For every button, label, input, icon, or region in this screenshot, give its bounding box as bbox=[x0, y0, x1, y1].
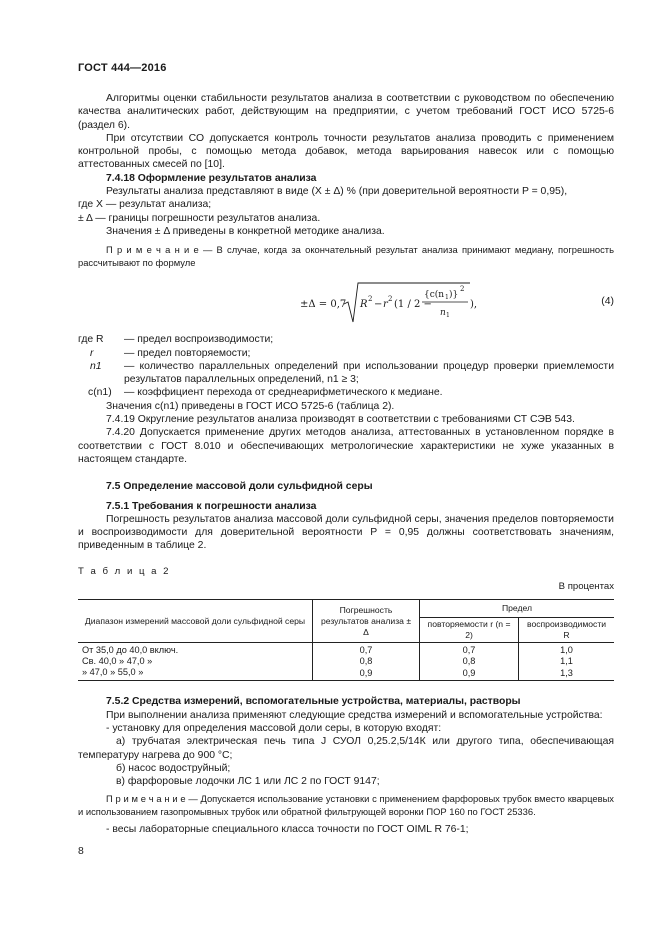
paragraph: а) трубчатая электрическая печь типа J СУОЛ 0,25.2,5/14К или другого типа, обеспечивающая температуру нагрева до 900 °С; bbox=[78, 736, 614, 761]
note bbox=[78, 244, 614, 269]
svg-text:2: 2 bbox=[388, 295, 393, 304]
column-header-range: Диапазон измерений массовой доли сульфидной серы bbox=[78, 600, 313, 643]
paragraph: Результаты анализа представляют в виде (X ± Δ) % (при доверительной вероятности P = 0,95), bbox=[106, 186, 568, 198]
note-label: П р и м е ч а н и е bbox=[106, 244, 199, 256]
definition-text: — коэффициент перехода от среднеарифметического к медиане. bbox=[124, 387, 443, 399]
definition-item bbox=[78, 360, 614, 387]
table-unit: В процентах bbox=[558, 581, 614, 593]
column-header-reproducibility: воспроизводимости R bbox=[519, 617, 614, 643]
page-body bbox=[78, 92, 614, 837]
paragraph: При выполнении анализа применяют следующие средства измерений и вспомогательные устройства: bbox=[106, 709, 603, 721]
svg-text:±Δ = 0,7: ±Δ = 0,7 bbox=[300, 299, 347, 311]
paragraph: 7.4.20 Допускается применение других методов анализа, аттестованных в установленном порядке в соответствии с ГОСТ 8.010 и обеспечивающих метрологические характеристики не хуже указанных в настоящем стандарте. bbox=[78, 427, 614, 465]
table-row bbox=[78, 656, 614, 667]
formula-block bbox=[78, 273, 614, 331]
reproducibility-cell: 1,0 bbox=[519, 643, 614, 657]
reproducibility-cell: 1,1 bbox=[519, 656, 614, 667]
reproducibility-cell: 1,3 bbox=[519, 667, 614, 681]
svg-text:2: 2 bbox=[368, 295, 373, 304]
section-heading: 7.4.18 Оформление результатов анализа bbox=[106, 172, 317, 184]
definition-text: — предел воспроизводимости; bbox=[124, 334, 274, 346]
section-heading: 7.5.2 Средства измерений, вспомогательные устройства, материалы, растворы bbox=[106, 696, 521, 708]
definition-text: — предел повторяемости; bbox=[124, 347, 251, 359]
column-header-repeatability: повторяемости r (n = 2) bbox=[420, 617, 519, 643]
definition-text: — количество параллельных определений при использовании процедур проверки приемлемости результатов параллельных определений, n1 ≥ 3; bbox=[124, 360, 614, 386]
error-cell: 0,9 bbox=[313, 667, 420, 681]
svg-text:),: ), bbox=[470, 299, 478, 311]
definition-item bbox=[78, 347, 614, 360]
page-number: 8 bbox=[78, 846, 84, 857]
svg-text:r: r bbox=[383, 299, 388, 311]
paragraph: Погрешность результатов анализа массовой доли сульфидной серы, значения пределов повторяемости и воспроизводимости для доверительной вероятности P = 0,95 должны соответствовать значениям, приведенным в таблице 2. bbox=[78, 513, 614, 552]
svg-text:)}: )} bbox=[449, 290, 459, 301]
definition-item bbox=[78, 386, 614, 399]
svg-text:{c(n: {c(n bbox=[424, 290, 445, 301]
range-cell: От 35,0 до 40,0 включ. bbox=[82, 645, 179, 656]
svg-text:1: 1 bbox=[445, 294, 449, 302]
definition-symbol: где R bbox=[78, 334, 104, 346]
svg-text:2: 2 bbox=[460, 285, 465, 294]
paragraph: - весы лабораторные специального класса точности по ГОСТ OIML R 76-1; bbox=[106, 824, 469, 836]
equation-number: (4) bbox=[601, 296, 614, 308]
paragraph: При отсутствии СО допускается контроль точности результатов анализа проводить с применением контрольной пробы, с помощью метода добавок, метода варьирования навесок или с помощью аттестованных смесей по [10]. bbox=[78, 132, 614, 171]
svg-text:1: 1 bbox=[446, 312, 450, 320]
paragraph: в) фарфоровые лодочки ЛС 1 или ЛС 2 по ГОСТ 9147; bbox=[116, 776, 380, 788]
document-header: ГОСТ 444—2016 bbox=[78, 62, 167, 74]
definition-symbol: c(n1) bbox=[88, 387, 112, 399]
paragraph: 7.4.19 Округление результатов анализа производят в соответствии с требованиями СТ СЭВ 543. bbox=[106, 414, 575, 426]
svg-text:n: n bbox=[440, 308, 446, 319]
section-heading: 7.5 Определение массовой доли сульфидной серы bbox=[106, 481, 373, 493]
note-label: П р и м е ч а н и е bbox=[106, 793, 186, 805]
median-error-formula bbox=[300, 277, 540, 333]
section-heading: 7.5.1 Требования к погрешности анализа bbox=[106, 500, 317, 512]
definition-symbol: r bbox=[90, 347, 94, 359]
repeatability-cell: 0,7 bbox=[420, 643, 519, 657]
paragraph: Значения c(n1) приведены в ГОСТ ИСО 5725-6 (таблица 2). bbox=[106, 400, 395, 412]
column-header-error: Погрешность результатов анализа ± Δ bbox=[313, 600, 420, 643]
range-cell: » 47,0 » 55,0 » bbox=[78, 667, 313, 681]
svg-text:(1 / 2 −: (1 / 2 − bbox=[394, 299, 432, 311]
table-row bbox=[78, 667, 614, 681]
column-header-limit: Предел bbox=[420, 600, 615, 617]
repeatability-cell: 0,9 bbox=[420, 667, 519, 681]
paragraph: б) насос водоструйный; bbox=[116, 762, 231, 774]
table-caption: Т а б л и ц а 2 bbox=[78, 565, 171, 577]
table-row bbox=[78, 643, 614, 657]
paragraph: - установку для определения массовой доли серы, в которую входят: bbox=[106, 722, 442, 734]
error-cell: 0,7 bbox=[313, 643, 420, 657]
definition-item bbox=[78, 333, 614, 346]
definitions-list bbox=[78, 333, 614, 399]
repeatability-cell: 0,8 bbox=[420, 656, 519, 667]
svg-text:R: R bbox=[360, 299, 368, 311]
paragraph: ± Δ — границы погрешности результатов анализа. bbox=[78, 212, 321, 224]
note-text: — Допускается использование установки с применением фарфоровых трубок вместо кварцевых и использованием газопромывных трубок или обратной фильтрующей воронки ПОР 160 по ГОСТ 25336. bbox=[78, 793, 614, 817]
svg-text:−: − bbox=[374, 299, 383, 311]
error-cell: 0,8 bbox=[313, 656, 420, 667]
paragraph: где X — результат анализа; bbox=[78, 199, 212, 211]
formula-svg bbox=[300, 277, 540, 329]
note bbox=[78, 793, 614, 818]
paragraph: Значения ± Δ приведены в конкретной методике анализа. bbox=[106, 225, 385, 237]
range-cell: Св. 40,0 » 47,0 » bbox=[82, 656, 153, 667]
note-text: — В случае, когда за окончательный результат анализа принимают медиану, погрешность рассчитывают по формуле bbox=[78, 244, 614, 268]
paragraph: Алгоритмы оценки стабильности результатов анализа в соответствии с руководством по обеспечению качества аналитических работ, действующим на предприятии, с учетом требований ГОСТ ИСО 5725-6 (раздел 6). bbox=[78, 93, 614, 131]
definition-symbol: n1 bbox=[90, 360, 102, 372]
table-2 bbox=[78, 599, 614, 681]
